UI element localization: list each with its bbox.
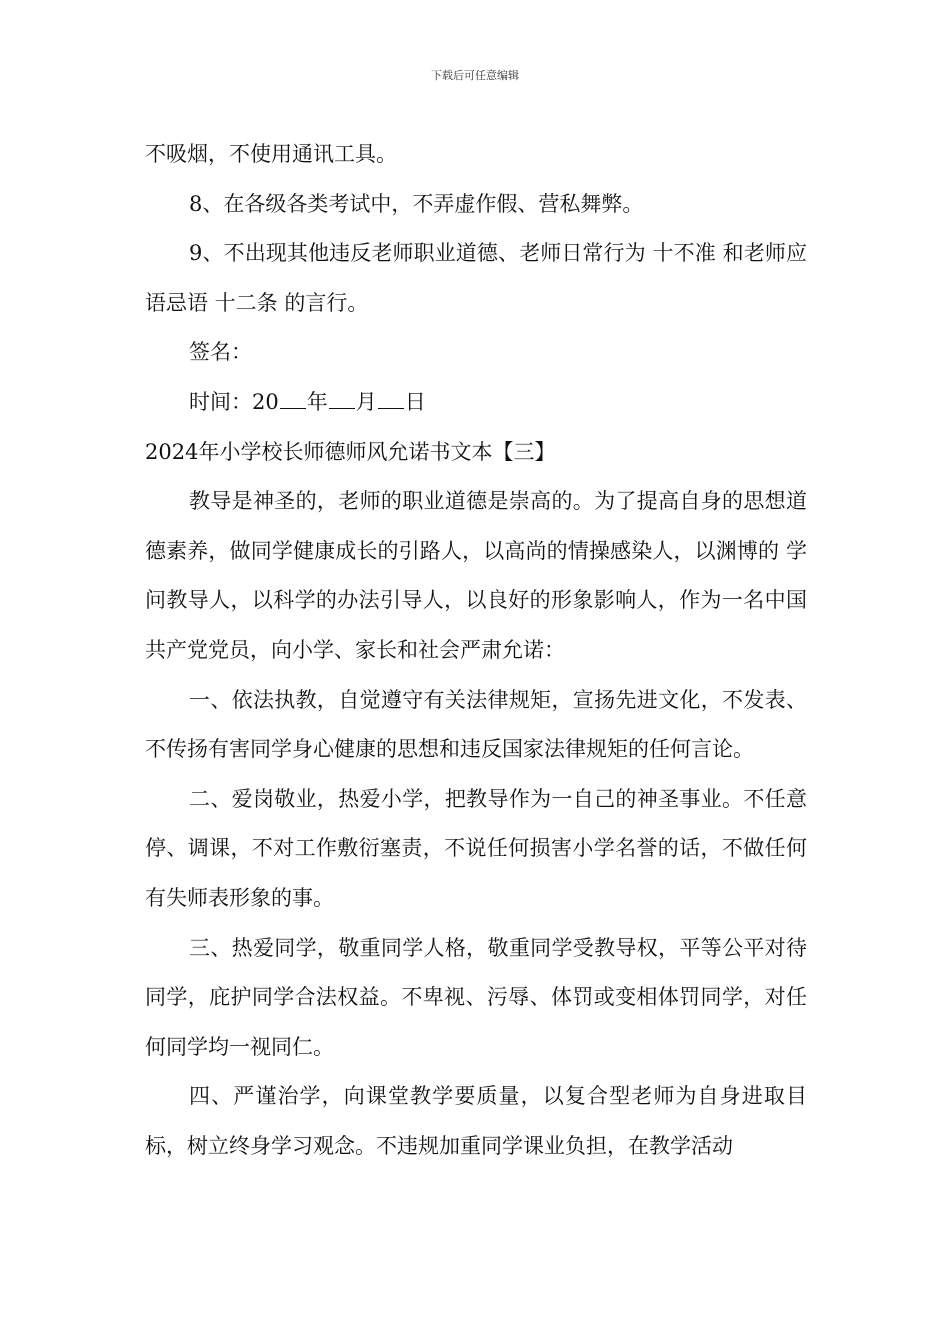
year-label: 年 (306, 389, 328, 414)
month-label: 月 (355, 389, 377, 414)
paragraph-point-one: 一、依法执教，自觉遵守有关法律规矩，宣扬先进文化，不发表、不传扬有害同学身心健康的思想和违反国家法律规矩的任何言论。 (145, 687, 807, 762)
day-blank (378, 390, 404, 409)
paragraph-item-9: 9、不出现其他违反老师职业道德、老师日常行为 十不准 和老师应语忌语 十二条 的言行。 (145, 241, 807, 315)
paragraph-point-two: 二、爱岗敬业，热爱小学，把教导作为一自己的神圣事业。不任意停、调课，不对工作敷衍塞责，不说任何损害小学名誉的话，不做任何有失师表形象的事。 (145, 786, 807, 910)
paragraph-item-8: 8、在各级各类考试中，不弄虚作假、营私舞弊。 (189, 191, 644, 216)
paragraph-intro: 教导是神圣的，老师的职业道德是崇高的。为了提高自身的思想道德素养，做同学健康成长的引路人，以高尚的情操感染人，以渊博的 学问教导人，以科学的办法引导人，以良好的形象影响人，作为一名中国共产党党员，向小学、家长和社会严肃允诺： (145, 489, 807, 662)
page-header: 下载后可任意编辑 (431, 69, 519, 82)
paragraph-point-four: 四、严谨治学，向课堂教学要质量，以复合型老师为自身进取目标，树立终身学习观念。不违规加重同学课业负担，在教学活动 (145, 1084, 807, 1158)
paragraph-continuation: 不吸烟，不使用通讯工具。 (145, 142, 397, 166)
month-blank (329, 390, 355, 409)
paragraph-point-three: 三、热爱同学，敬重同学人格，敬重同学受教导权，平等公平对待同学，庇护同学合法权益。不卑视、污辱、体罚或变相体罚同学，对任何同学均一视同仁。 (145, 935, 807, 1059)
signature-line: 签名： (189, 340, 252, 365)
document-body (145, 130, 807, 1171)
section-title: 2024年小学校长师德师风允诺书文本【三】 (145, 439, 556, 464)
date-label: 时间：20 (189, 389, 279, 414)
date-line (145, 378, 807, 428)
day-label: 日 (404, 389, 426, 414)
year-blank (280, 390, 306, 409)
